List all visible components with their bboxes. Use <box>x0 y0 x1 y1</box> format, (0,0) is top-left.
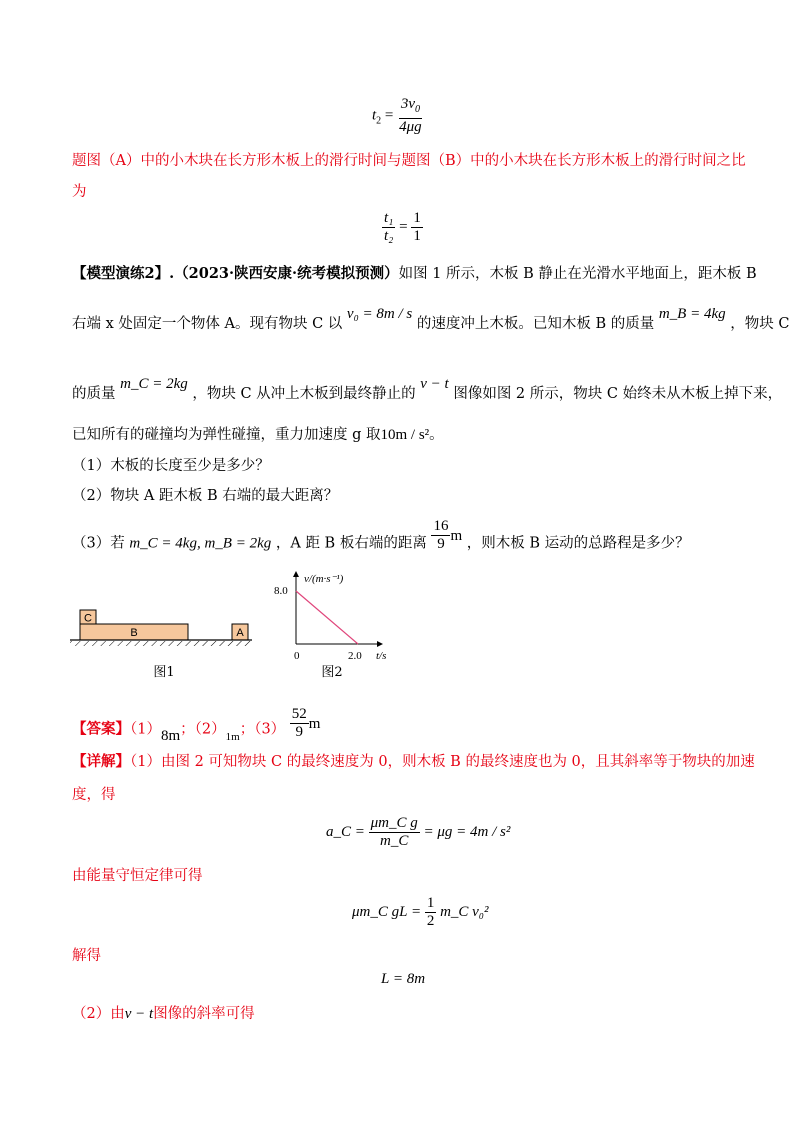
equation-energy: μm_C gL = $\frac{1}{2}$ m_C v₀² <box>352 895 489 929</box>
board-b-label: B <box>130 627 138 639</box>
equation-t2: $t_2$ = $\frac{3v_0}{4\mu g}$ <box>372 96 422 135</box>
block-a-label: A <box>236 627 244 639</box>
y-axis-label: v/(m·s⁻¹) <box>304 573 344 585</box>
answer-line: 【答案】（1）8m；$(2)_{1m}$；（3） $\frac{52}{9}$ m <box>72 706 321 744</box>
solve-text: 解得 <box>72 948 101 964</box>
problem-line1: 【模型演练2】.（2023·陕西安康·统考模拟预测）如图 1 所示，木板 B 静止在光滑水平地面上，距木板 B <box>72 265 757 282</box>
equation-length: L = 8m <box>381 971 426 987</box>
question-2: （2）物块 A 距木板 B 右端的最大距离？ <box>72 488 339 504</box>
figure-2-caption: 图2 <box>321 665 343 680</box>
detail-line1: 【详解】（1）由图 2 可知物块 C 的最终速度为 0，则木板 B 的最终速度也为 0，且其斜率等于物块的加速 <box>72 753 755 770</box>
ground-hatch <box>70 641 252 646</box>
origin-label: 0 <box>294 650 300 662</box>
problem-line2: 右端 x 处固定一个物体 A。现有物块 C 以 v₀ = 8m / s 的速度冲上木板。已知木板 B 的质量 m_B = 4kg ，物块 C <box>72 306 790 332</box>
detail-last-line: （2）由v − t图像的斜率可得 <box>72 1006 255 1022</box>
detail-line2: 度，得 <box>72 787 116 803</box>
figure-1-caption: 图1 <box>153 665 175 680</box>
problem-source: .（2023·陕西安康·统考模拟预测） <box>169 265 399 282</box>
x-tick-label: 2.0 <box>348 650 362 662</box>
y-tick-label: 8.0 <box>274 585 288 597</box>
question-3: （3）若 m_C = 4kg, m_B = 2kg ，A 距 B 板右端的距离 $\frac{16}{9}$ m ，则木板 B 运动的总路程是多少？ <box>72 518 690 552</box>
equation-acceleration: a_C = $\frac{\text{μm\_C g}}{m\_C}$ = μg = 4m / s² <box>326 815 511 849</box>
figure-1 <box>70 600 260 680</box>
problem-line3: 的质量 m_C = 2kg ，物块 C 从冲上木板到最终静止的 v − t 图像如图 2 所示，物块 C 始终未从木板上掉下来， <box>72 376 783 402</box>
equation-ratio: $\frac{\text{t₁}}{\text{t₂}}$ = $\frac{1}{1}$ <box>384 210 421 244</box>
block-c-label: C <box>84 612 92 625</box>
problem-line4: 已知所有的碰撞均为弹性碰撞，重力加速度 g 取10m / s²。 <box>72 427 444 443</box>
question-1: （1）木板的长度至少是多少？ <box>72 458 270 474</box>
problem-tag: 【模型演练2】 <box>72 265 170 282</box>
figure-2-chart <box>272 568 402 680</box>
x-axis-label: t/s <box>376 650 387 662</box>
ratio-text-line2: 为 <box>72 184 87 200</box>
series-line-velocity <box>296 591 358 644</box>
ratio-text-line1: 题图（A）中的小木块在长方形木板上的滑行时间与题图（B）中的小木块在长方形木板上的滑行时间之比 <box>72 153 746 169</box>
energy-text: 由能量守恒定律可得 <box>72 868 203 884</box>
